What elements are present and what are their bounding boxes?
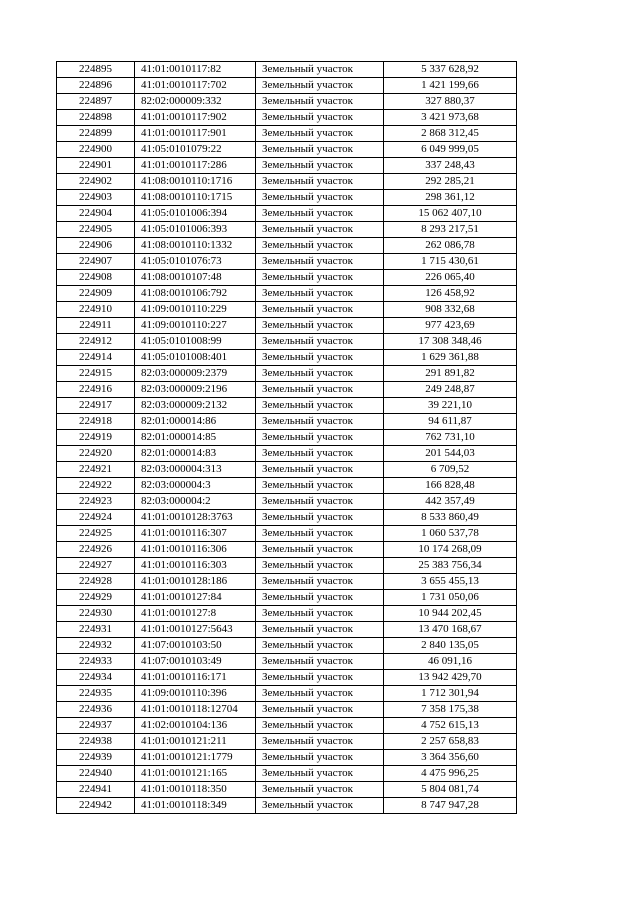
row-id-cell: 224922 — [57, 478, 135, 494]
row-id-cell: 224939 — [57, 750, 135, 766]
cadastral-number-cell: 41:01:0010128:186 — [135, 574, 256, 590]
row-id-cell: 224906 — [57, 238, 135, 254]
cadastral-number-cell: 41:01:0010121:1779 — [135, 750, 256, 766]
row-id-cell: 224923 — [57, 494, 135, 510]
cadastral-value-cell: 39 221,10 — [384, 398, 517, 414]
cadastral-value-cell: 17 308 348,46 — [384, 334, 517, 350]
row-id-cell: 224934 — [57, 670, 135, 686]
cadastral-value-cell: 291 891,82 — [384, 366, 517, 382]
object-type-cell: Земельный участок — [256, 302, 384, 318]
cadastral-value-cell: 5 804 081,74 — [384, 782, 517, 798]
object-type-cell: Земельный участок — [256, 446, 384, 462]
table-row — [57, 670, 517, 686]
cadastral-number-cell: 82:01:000014:83 — [135, 446, 256, 462]
table-row — [57, 798, 517, 814]
table-row — [57, 270, 517, 286]
object-type-cell: Земельный участок — [256, 734, 384, 750]
table-row — [57, 158, 517, 174]
cadastral-number-cell: 41:01:0010127:5643 — [135, 622, 256, 638]
row-id-cell: 224927 — [57, 558, 135, 574]
cadastral-value-cell: 6 049 999,05 — [384, 142, 517, 158]
object-type-cell: Земельный участок — [256, 494, 384, 510]
object-type-cell: Земельный участок — [256, 574, 384, 590]
row-id-cell: 224914 — [57, 350, 135, 366]
cadastral-value-cell: 166 828,48 — [384, 478, 517, 494]
table-row — [57, 222, 517, 238]
cadastral-value-cell: 1 712 301,94 — [384, 686, 517, 702]
object-type-cell: Земельный участок — [256, 654, 384, 670]
object-type-cell: Земельный участок — [256, 526, 384, 542]
object-type-cell: Земельный участок — [256, 606, 384, 622]
object-type-cell: Земельный участок — [256, 254, 384, 270]
cadastral-number-cell: 41:02:0010104:136 — [135, 718, 256, 734]
cadastral-number-cell: 41:09:0010110:227 — [135, 318, 256, 334]
table-row — [57, 622, 517, 638]
cadastral-number-cell: 82:01:000014:86 — [135, 414, 256, 430]
row-id-cell: 224941 — [57, 782, 135, 798]
cadastral-number-cell: 41:01:0010118:349 — [135, 798, 256, 814]
table-row — [57, 494, 517, 510]
object-type-cell: Земельный участок — [256, 542, 384, 558]
row-id-cell: 224917 — [57, 398, 135, 414]
cadastral-value-cell: 249 248,87 — [384, 382, 517, 398]
table-row — [57, 94, 517, 110]
cadastral-value-cell: 327 880,37 — [384, 94, 517, 110]
table-body — [57, 62, 517, 814]
table-row — [57, 478, 517, 494]
cadastral-number-cell: 41:09:0010110:229 — [135, 302, 256, 318]
cadastral-number-cell: 82:03:000009:2132 — [135, 398, 256, 414]
row-id-cell: 224904 — [57, 206, 135, 222]
row-id-cell: 224915 — [57, 366, 135, 382]
cadastral-number-cell: 41:09:0010110:396 — [135, 686, 256, 702]
cadastral-value-cell: 201 544,03 — [384, 446, 517, 462]
table-row — [57, 638, 517, 654]
row-id-cell: 224896 — [57, 78, 135, 94]
object-type-cell: Земельный участок — [256, 350, 384, 366]
cadastral-number-cell: 41:08:0010110:1716 — [135, 174, 256, 190]
object-type-cell: Земельный участок — [256, 782, 384, 798]
cadastral-value-cell: 46 091,16 — [384, 654, 517, 670]
cadastral-number-cell: 41:08:0010107:48 — [135, 270, 256, 286]
object-type-cell: Земельный участок — [256, 62, 384, 78]
table-row — [57, 190, 517, 206]
table-row — [57, 510, 517, 526]
cadastral-value-cell: 3 421 973,68 — [384, 110, 517, 126]
table-row — [57, 766, 517, 782]
row-id-cell: 224937 — [57, 718, 135, 734]
row-id-cell: 224926 — [57, 542, 135, 558]
row-id-cell: 224940 — [57, 766, 135, 782]
cadastral-value-cell: 298 361,12 — [384, 190, 517, 206]
object-type-cell: Земельный участок — [256, 238, 384, 254]
cadastral-value-cell: 442 357,49 — [384, 494, 517, 510]
cadastral-number-cell: 41:01:0010117:902 — [135, 110, 256, 126]
row-id-cell: 224898 — [57, 110, 135, 126]
cadastral-number-cell: 41:05:0101008:401 — [135, 350, 256, 366]
table-row — [57, 334, 517, 350]
cadastral-number-cell: 41:01:0010116:306 — [135, 542, 256, 558]
object-type-cell: Земельный участок — [256, 398, 384, 414]
object-type-cell: Земельный участок — [256, 78, 384, 94]
cadastral-number-cell: 41:01:0010117:82 — [135, 62, 256, 78]
cadastral-value-cell: 2 868 312,45 — [384, 126, 517, 142]
object-type-cell: Земельный участок — [256, 430, 384, 446]
cadastral-number-cell: 41:05:0101006:393 — [135, 222, 256, 238]
cadastral-number-cell: 41:01:0010118:12704 — [135, 702, 256, 718]
object-type-cell: Земельный участок — [256, 174, 384, 190]
table-row — [57, 174, 517, 190]
row-id-cell: 224907 — [57, 254, 135, 270]
cadastral-value-cell: 4 475 996,25 — [384, 766, 517, 782]
cadastral-value-cell: 13 470 168,67 — [384, 622, 517, 638]
row-id-cell: 224908 — [57, 270, 135, 286]
table-row — [57, 718, 517, 734]
object-type-cell: Земельный участок — [256, 110, 384, 126]
object-type-cell: Земельный участок — [256, 206, 384, 222]
cadastral-number-cell: 41:05:0101006:394 — [135, 206, 256, 222]
object-type-cell: Земельный участок — [256, 702, 384, 718]
cadastral-number-cell: 41:08:0010106:792 — [135, 286, 256, 302]
row-id-cell: 224899 — [57, 126, 135, 142]
cadastral-value-cell: 5 337 628,92 — [384, 62, 517, 78]
row-id-cell: 224932 — [57, 638, 135, 654]
table-row — [57, 318, 517, 334]
row-id-cell: 224933 — [57, 654, 135, 670]
object-type-cell: Земельный участок — [256, 638, 384, 654]
cadastral-number-cell: 41:01:0010116:307 — [135, 526, 256, 542]
row-id-cell: 224912 — [57, 334, 135, 350]
object-type-cell: Земельный участок — [256, 286, 384, 302]
cadastral-value-cell: 8 533 860,49 — [384, 510, 517, 526]
table-row — [57, 238, 517, 254]
cadastral-value-cell: 7 358 175,38 — [384, 702, 517, 718]
row-id-cell: 224925 — [57, 526, 135, 542]
object-type-cell: Земельный участок — [256, 766, 384, 782]
row-id-cell: 224924 — [57, 510, 135, 526]
row-id-cell: 224929 — [57, 590, 135, 606]
row-id-cell: 224897 — [57, 94, 135, 110]
row-id-cell: 224916 — [57, 382, 135, 398]
cadastral-number-cell: 41:01:0010118:350 — [135, 782, 256, 798]
object-type-cell: Земельный участок — [256, 798, 384, 814]
cadastral-number-cell: 41:05:0101076:73 — [135, 254, 256, 270]
table-row — [57, 654, 517, 670]
cadastral-number-cell: 41:01:0010127:8 — [135, 606, 256, 622]
cadastral-number-cell: 82:02:000009:332 — [135, 94, 256, 110]
row-id-cell: 224901 — [57, 158, 135, 174]
cadastral-number-cell: 41:01:0010117:702 — [135, 78, 256, 94]
cadastral-number-cell: 41:05:0101008:99 — [135, 334, 256, 350]
row-id-cell: 224921 — [57, 462, 135, 478]
cadastral-number-cell: 82:03:000009:2379 — [135, 366, 256, 382]
object-type-cell: Земельный участок — [256, 414, 384, 430]
table-row — [57, 430, 517, 446]
object-type-cell: Земельный участок — [256, 190, 384, 206]
cadastral-number-cell: 41:01:0010116:303 — [135, 558, 256, 574]
table-row — [57, 414, 517, 430]
object-type-cell: Земельный участок — [256, 94, 384, 110]
table-row — [57, 734, 517, 750]
object-type-cell: Земельный участок — [256, 142, 384, 158]
cadastral-value-cell: 3 364 356,60 — [384, 750, 517, 766]
row-id-cell: 224903 — [57, 190, 135, 206]
table-row — [57, 110, 517, 126]
cadastral-number-cell: 82:03:000004:313 — [135, 462, 256, 478]
cadastral-number-cell: 82:01:000014:85 — [135, 430, 256, 446]
cadastral-value-cell: 25 383 756,34 — [384, 558, 517, 574]
cadastral-number-cell: 41:01:0010121:165 — [135, 766, 256, 782]
table-row — [57, 590, 517, 606]
cadastral-value-cell: 6 709,52 — [384, 462, 517, 478]
cadastral-number-cell: 41:08:0010110:1715 — [135, 190, 256, 206]
table-row — [57, 286, 517, 302]
table-row — [57, 142, 517, 158]
object-type-cell: Земельный участок — [256, 318, 384, 334]
table-row — [57, 574, 517, 590]
row-id-cell: 224928 — [57, 574, 135, 590]
cadastral-value-cell: 15 062 407,10 — [384, 206, 517, 222]
table-row — [57, 126, 517, 142]
object-type-cell: Земельный участок — [256, 718, 384, 734]
object-type-cell: Земельный участок — [256, 334, 384, 350]
cadastral-value-cell: 94 611,87 — [384, 414, 517, 430]
cadastral-value-cell: 762 731,10 — [384, 430, 517, 446]
table-row — [57, 78, 517, 94]
cadastral-number-cell: 41:01:0010116:171 — [135, 670, 256, 686]
object-type-cell: Земельный участок — [256, 366, 384, 382]
cadastral-value-cell: 10 944 202,45 — [384, 606, 517, 622]
cadastral-value-cell: 10 174 268,09 — [384, 542, 517, 558]
cadastral-number-cell: 41:01:0010117:901 — [135, 126, 256, 142]
table-row — [57, 462, 517, 478]
table-row — [57, 542, 517, 558]
cadastral-value-cell: 4 752 615,13 — [384, 718, 517, 734]
object-type-cell: Земельный участок — [256, 222, 384, 238]
object-type-cell: Земельный участок — [256, 558, 384, 574]
cadastral-value-cell: 8 747 947,28 — [384, 798, 517, 814]
row-id-cell: 224900 — [57, 142, 135, 158]
cadastral-value-cell: 1 715 430,61 — [384, 254, 517, 270]
cadastral-value-cell: 226 065,40 — [384, 270, 517, 286]
table-row — [57, 398, 517, 414]
table-row — [57, 350, 517, 366]
table-row — [57, 606, 517, 622]
table-row — [57, 702, 517, 718]
cadastral-value-cell: 908 332,68 — [384, 302, 517, 318]
object-type-cell: Земельный участок — [256, 270, 384, 286]
cadastral-number-cell: 41:05:0101079:22 — [135, 142, 256, 158]
table-row — [57, 206, 517, 222]
table-row — [57, 446, 517, 462]
row-id-cell: 224930 — [57, 606, 135, 622]
cadastral-number-cell: 41:08:0010110:1332 — [135, 238, 256, 254]
object-type-cell: Земельный участок — [256, 382, 384, 398]
object-type-cell: Земельный участок — [256, 510, 384, 526]
row-id-cell: 224902 — [57, 174, 135, 190]
cadastral-value-cell: 1 421 199,66 — [384, 78, 517, 94]
row-id-cell: 224938 — [57, 734, 135, 750]
document-page — [56, 61, 517, 814]
object-type-cell: Земельный участок — [256, 622, 384, 638]
object-type-cell: Земельный участок — [256, 750, 384, 766]
cadastral-value-cell: 2 257 658,83 — [384, 734, 517, 750]
cadastral-number-cell: 41:01:0010121:211 — [135, 734, 256, 750]
table-row — [57, 686, 517, 702]
object-type-cell: Земельный участок — [256, 590, 384, 606]
table-row — [57, 302, 517, 318]
object-type-cell: Земельный участок — [256, 126, 384, 142]
cadastral-value-cell: 126 458,92 — [384, 286, 517, 302]
cadastral-value-cell: 292 285,21 — [384, 174, 517, 190]
cadastral-value-cell: 1 060 537,78 — [384, 526, 517, 542]
cadastral-number-cell: 41:01:0010127:84 — [135, 590, 256, 606]
row-id-cell: 224895 — [57, 62, 135, 78]
row-id-cell: 224920 — [57, 446, 135, 462]
row-id-cell: 224942 — [57, 798, 135, 814]
row-id-cell: 224918 — [57, 414, 135, 430]
cadastral-value-cell: 3 655 455,13 — [384, 574, 517, 590]
row-id-cell: 224931 — [57, 622, 135, 638]
object-type-cell: Земельный участок — [256, 158, 384, 174]
object-type-cell: Земельный участок — [256, 478, 384, 494]
row-id-cell: 224911 — [57, 318, 135, 334]
table-row — [57, 254, 517, 270]
object-type-cell: Земельный участок — [256, 462, 384, 478]
object-type-cell: Земельный участок — [256, 670, 384, 686]
row-id-cell: 224910 — [57, 302, 135, 318]
cadastral-value-cell: 262 086,78 — [384, 238, 517, 254]
row-id-cell: 224909 — [57, 286, 135, 302]
row-id-cell: 224936 — [57, 702, 135, 718]
cadastral-number-cell: 41:07:0010103:49 — [135, 654, 256, 670]
cadastral-value-cell: 8 293 217,51 — [384, 222, 517, 238]
table-row — [57, 526, 517, 542]
table-row — [57, 558, 517, 574]
row-id-cell: 224935 — [57, 686, 135, 702]
row-id-cell: 224919 — [57, 430, 135, 446]
table-row — [57, 366, 517, 382]
cadastral-number-cell: 41:07:0010103:50 — [135, 638, 256, 654]
cadastral-number-cell: 82:03:000004:2 — [135, 494, 256, 510]
cadastral-value-cell: 13 942 429,70 — [384, 670, 517, 686]
object-type-cell: Земельный участок — [256, 686, 384, 702]
cadastral-value-cell: 1 731 050,06 — [384, 590, 517, 606]
cadastral-number-cell: 82:03:000004:3 — [135, 478, 256, 494]
cadastral-number-cell: 41:01:0010117:286 — [135, 158, 256, 174]
table-row — [57, 62, 517, 78]
table-row — [57, 382, 517, 398]
row-id-cell: 224905 — [57, 222, 135, 238]
land-plots-table — [56, 61, 517, 814]
cadastral-value-cell: 1 629 361,88 — [384, 350, 517, 366]
cadastral-number-cell: 82:03:000009:2196 — [135, 382, 256, 398]
table-row — [57, 782, 517, 798]
cadastral-value-cell: 977 423,69 — [384, 318, 517, 334]
cadastral-value-cell: 337 248,43 — [384, 158, 517, 174]
cadastral-value-cell: 2 840 135,05 — [384, 638, 517, 654]
cadastral-number-cell: 41:01:0010128:3763 — [135, 510, 256, 526]
table-row — [57, 750, 517, 766]
